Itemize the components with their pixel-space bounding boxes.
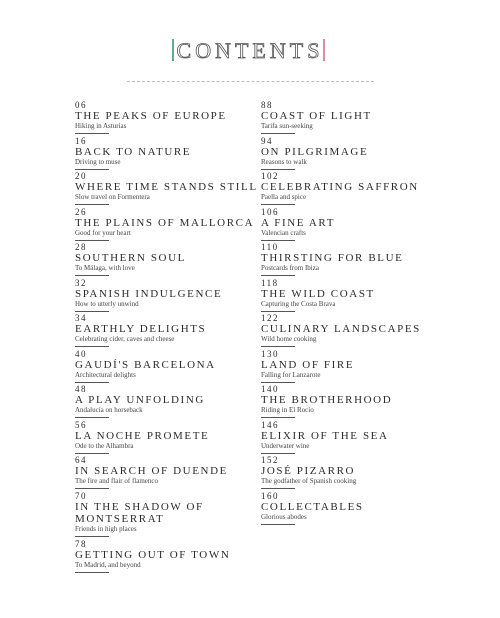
entry-underline — [75, 169, 109, 170]
contents-entry[interactable] — [75, 136, 258, 172]
page-number: 160 — [261, 490, 279, 501]
contents-entry[interactable] — [261, 455, 421, 491]
dashed-divider — [127, 81, 374, 82]
page-number: 110 — [261, 242, 279, 252]
entry-title: CELEBRATING SAFFRON — [261, 181, 419, 193]
contents-entry[interactable] — [261, 100, 421, 136]
contents-entry[interactable] — [261, 278, 421, 314]
entry-title: SOUTHERN SOUL — [75, 252, 186, 264]
entry-subtitle: Postcards from Ibiza — [261, 264, 319, 272]
entry-subtitle: How to utterly unwind — [75, 299, 139, 308]
entry-subtitle: The fire and flair of flamenco — [75, 477, 158, 485]
entry-underline — [75, 382, 109, 383]
entry-title: ELIXIR OF THE SEA — [261, 429, 389, 442]
page-number: 56 — [75, 419, 87, 430]
entry-underline — [75, 275, 109, 276]
entry-subtitle: Hiking in Asturias — [75, 122, 127, 130]
page-number: 78 — [75, 538, 87, 549]
contents-entry[interactable] — [261, 171, 421, 207]
entry-title: BACK TO NATURE — [75, 145, 192, 158]
entry-title: LA NOCHE PROMETE — [75, 429, 210, 442]
entry-subtitle: Celebrating cider, caves and cheese — [75, 335, 175, 343]
entry-title: GAUDÍ'S BARCELONA — [75, 358, 216, 371]
entry-title: COAST OF LIGHT — [261, 110, 372, 122]
page-title: CONTENTS — [176, 38, 324, 63]
entry-title: JOSÉ PIZARRO — [261, 465, 356, 477]
contents-entry[interactable] — [261, 242, 421, 278]
entry-title: THE PLAINS OF MALLORCA — [75, 216, 255, 229]
entry-title: THE WILD COAST — [261, 287, 375, 300]
contents-entry[interactable] — [75, 207, 258, 243]
entry-subtitle: Underwater wine — [261, 441, 310, 450]
contents-entry[interactable] — [261, 207, 421, 243]
page-number: 70 — [75, 490, 87, 501]
page-number: 152 — [261, 455, 279, 465]
contents-entry[interactable] — [75, 313, 258, 349]
entry-underline — [261, 204, 295, 205]
entry-underline — [261, 133, 295, 134]
entry-title: THE PEAKS OF EUROPE — [75, 110, 227, 122]
contents-entry[interactable] — [75, 384, 258, 420]
entry-subtitle: Tarifa sun-seeking — [261, 122, 313, 130]
contents-entry[interactable] — [261, 136, 421, 172]
entry-subtitle: Riding in El Rocío — [261, 406, 314, 414]
entry-subtitle: Reasons to walk — [261, 157, 307, 166]
entry-underline — [75, 572, 109, 573]
entry-subtitle: Valencian crafts — [261, 228, 306, 237]
entry-subtitle: Driving to muse — [75, 157, 121, 166]
entry-underline — [75, 133, 109, 134]
contents-entry[interactable] — [75, 455, 258, 491]
page-number: 64 — [75, 455, 87, 465]
entry-underline — [261, 311, 295, 312]
entry-title: THE BROTHERHOOD — [261, 394, 393, 406]
entry-title: GETTING OUT OF TOWN — [75, 548, 231, 561]
entry-subtitle: Wild home cooking — [261, 335, 317, 343]
entry-title: THIRSTING FOR BLUE — [261, 252, 404, 264]
entry-underline — [75, 488, 109, 489]
entry-title: IN SEARCH OF DUENDE — [75, 465, 228, 477]
entry-subtitle: To Málaga, with love — [75, 264, 135, 272]
entry-title-continued: MONTSERRAT — [75, 512, 165, 525]
contents-entry[interactable] — [75, 420, 258, 456]
entry-subtitle: The godfather of Spanish cooking — [261, 477, 357, 485]
page-number: 34 — [75, 313, 87, 323]
page-number: 06 — [75, 100, 87, 110]
entry-underline — [75, 417, 109, 418]
entry-underline — [75, 240, 109, 241]
contents-entry[interactable] — [75, 100, 258, 136]
entry-underline — [261, 524, 295, 525]
entry-title: WHERE TIME STANDS STILL — [75, 181, 258, 193]
entry-underline — [261, 346, 295, 347]
entry-underline — [261, 488, 295, 489]
entry-subtitle: Slow travel on Formentera — [75, 193, 150, 201]
entry-underline — [75, 204, 109, 205]
page-number: 20 — [75, 171, 87, 181]
entry-underline — [75, 311, 109, 312]
contents-entry[interactable] — [75, 278, 258, 314]
entry-subtitle: Good for your heart — [75, 228, 131, 237]
page-number: 146 — [261, 419, 279, 430]
entry-underline — [261, 453, 295, 454]
contents-column-right — [261, 100, 421, 526]
entry-title: A PLAY UNFOLDING — [75, 394, 205, 406]
contents-entry[interactable] — [261, 491, 421, 527]
page-number: 122 — [261, 313, 279, 323]
entry-underline — [261, 417, 295, 418]
entry-subtitle: Capturing the Costa Brava — [261, 299, 336, 308]
entry-subtitle: To Madrid, and beyond — [75, 560, 141, 569]
entry-underline — [75, 346, 109, 347]
page-number: 40 — [75, 348, 87, 359]
contents-entry[interactable] — [261, 313, 421, 349]
page-number: 106 — [261, 206, 279, 217]
entry-underline — [261, 240, 295, 241]
contents-entry[interactable] — [75, 171, 258, 207]
contents-entry[interactable] — [75, 491, 258, 539]
entry-subtitle: Ode to the Alhambra — [75, 441, 134, 450]
page-number: 48 — [75, 384, 87, 394]
page-number: 32 — [75, 277, 87, 288]
entry-title: CULINARY LANDSCAPES — [261, 323, 421, 335]
entry-underline — [75, 453, 109, 454]
entry-underline — [261, 382, 295, 383]
contents-entry[interactable] — [261, 349, 421, 385]
page-number: 16 — [75, 135, 87, 146]
page-number: 28 — [75, 242, 87, 252]
entry-title: LAND OF FIRE — [261, 358, 355, 371]
entry-subtitle: Andalucía on horseback — [75, 406, 143, 414]
contents-entry[interactable] — [75, 349, 258, 385]
entry-title: A FINE ART — [261, 216, 336, 229]
entry-title: COLLECTABLES — [261, 500, 364, 513]
entry-title: SPANISH INDULGENCE — [75, 287, 223, 300]
entry-subtitle: Architectural delights — [75, 370, 136, 379]
entry-underline — [261, 169, 295, 170]
contents-entry[interactable] — [75, 539, 258, 575]
page-number: 26 — [75, 206, 87, 217]
page-number: 118 — [261, 277, 279, 288]
contents-entry[interactable] — [261, 384, 421, 420]
contents-entry[interactable] — [261, 420, 421, 456]
contents-header — [0, 38, 500, 64]
entry-subtitle: Glorious abodes — [261, 512, 307, 521]
contents-entry[interactable] — [75, 242, 258, 278]
entry-underline — [261, 275, 295, 276]
entry-title: IN THE SHADOW OF — [75, 500, 204, 513]
entry-underline — [75, 536, 109, 537]
entry-title: ON PILGRIMAGE — [261, 145, 369, 158]
page-number: 140 — [261, 384, 279, 394]
page-number: 94 — [261, 135, 273, 146]
entry-subtitle: Friends in high places — [75, 524, 137, 533]
entry-subtitle: Paella and spice — [261, 193, 307, 201]
page-number: 88 — [261, 100, 273, 110]
contents-column-left — [75, 100, 258, 574]
page-number: 130 — [261, 348, 279, 359]
entry-title: EARTHLY DELIGHTS — [75, 323, 207, 335]
entry-subtitle: Falling for Lanzarote — [261, 370, 321, 379]
page-number: 102 — [261, 171, 279, 181]
